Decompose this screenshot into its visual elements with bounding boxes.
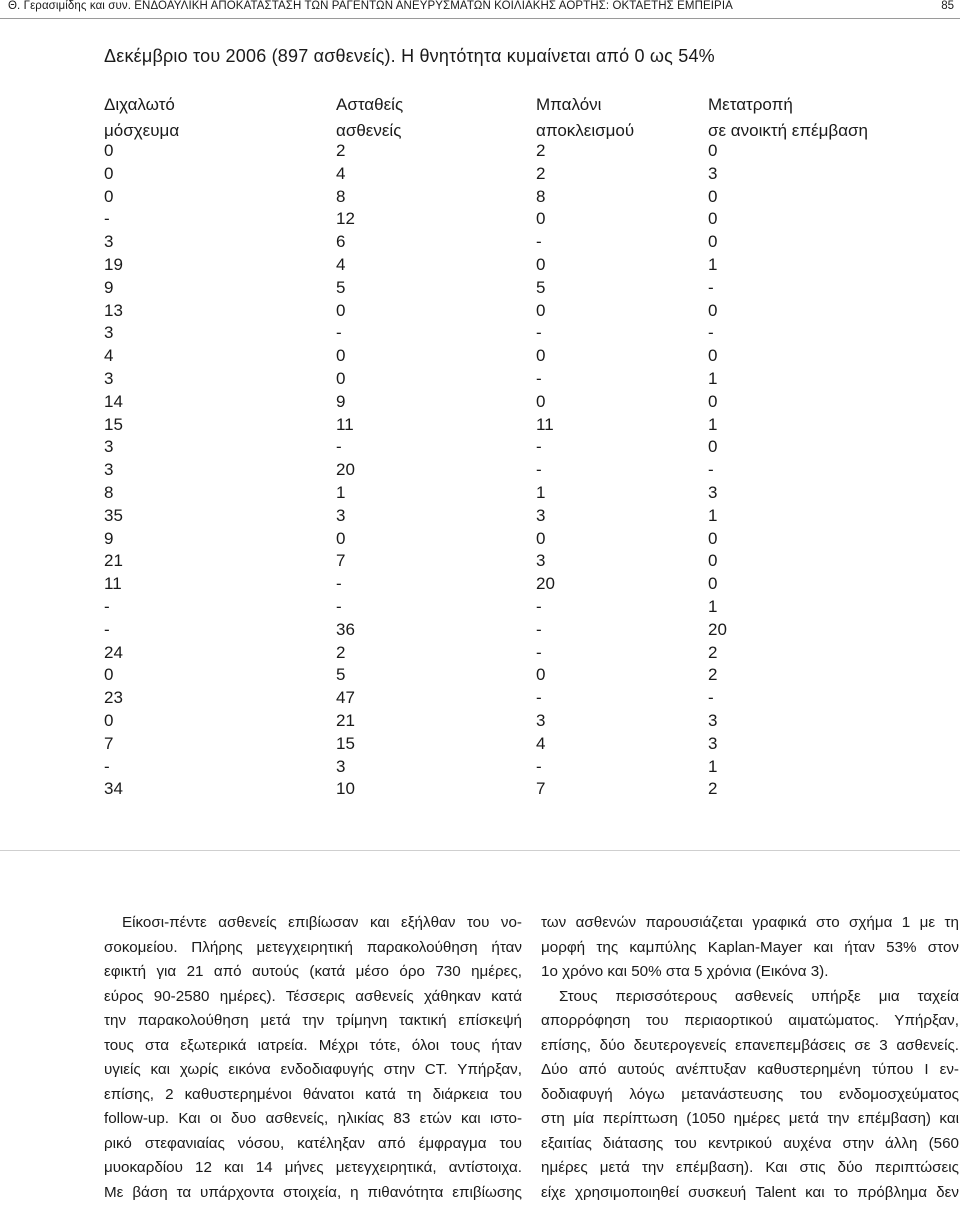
text-line: 1ο χρόνο και 50% στα 5 χρόνια (Εικόνα 3). <box>541 963 829 980</box>
table-cell: - <box>104 619 110 639</box>
table-cell: - <box>104 756 110 776</box>
table-cell: 3 <box>104 232 114 252</box>
text-line: των ασθενών παρουσιάζεται γραφικά στο σχήμα 1 με τη <box>541 914 959 931</box>
table-cell: 0 <box>104 711 114 730</box>
text-line: δοδιαφυγή λόγω μετανάστευσης του ενδομοσχεύματος <box>541 1085 959 1103</box>
table-cell: - <box>104 597 110 616</box>
table-cell: 2 <box>708 642 718 662</box>
text-line: Είκοσι-πέντε ασθενείς επιβίωσαν και εξήλθαν του νο- <box>122 914 522 931</box>
table-cell: 3 <box>104 460 114 480</box>
table-cell: - <box>708 323 714 343</box>
table-cell: 0 <box>708 346 718 366</box>
text-line: την παρακολούθηση μετά την τρίμηνη τακτική επίσκεψή <box>104 1012 522 1029</box>
section-divider <box>0 850 960 851</box>
table-cell: 10 <box>336 779 355 799</box>
table-cell: 0 <box>708 232 718 252</box>
page-number: 85 <box>941 0 954 12</box>
text-line: ρικό στεφανιαίας νόσου, κατέληξαν από έμφραγμα του <box>104 1134 522 1152</box>
table-cell: - <box>536 460 542 480</box>
table-cell: 0 <box>708 551 718 571</box>
table-cell: 2 <box>336 141 346 160</box>
table-cell: 3 <box>708 163 718 183</box>
table-cell: 5 <box>536 277 546 297</box>
table-cell: - <box>708 460 714 480</box>
text-line: τους στα εξωτερικά ιατρεία. Μέχρι τότε, όλοι τους ήταν <box>104 1036 522 1054</box>
text-line: follow-up. Και οι δυο ασθενείς, ηλικίας 83 ετών και ιστο- <box>104 1110 522 1127</box>
table-cell: 1 <box>336 483 346 502</box>
table-cell: 0 <box>536 346 546 366</box>
table-cell: 0 <box>536 528 546 548</box>
table-cell: - <box>536 369 542 388</box>
table-cell: 0 <box>336 528 346 548</box>
table-cell: 0 <box>104 186 114 206</box>
text-line: στη μία περίπτωση (1050 ημέρες μετά την επέμβαση) και <box>541 1110 959 1127</box>
table-cell: 5 <box>336 277 346 297</box>
table-cell: 1 <box>708 255 718 274</box>
table-cell: 7 <box>336 551 346 571</box>
body-text-left-column <box>104 911 522 1205</box>
table-cell: 3 <box>104 323 114 343</box>
table-cell: 8 <box>336 186 346 206</box>
text-line: σοκομείου. Πλήρης μετεγχειρητική παρακολούθηση ήταν <box>104 938 522 956</box>
text-line: είχε χρησιμοποιηθεί συσκευή Talent και το πρόβλημα δεν <box>541 1183 959 1201</box>
table-cell: 11 <box>104 574 122 594</box>
table-cell: 1 <box>536 483 546 502</box>
table-cell: 21 <box>336 711 355 730</box>
table-cell: - <box>708 688 714 708</box>
table-cell: 2 <box>708 779 718 799</box>
table-cell: 9 <box>336 391 346 411</box>
table-cell: 3 <box>536 711 546 730</box>
table-cell: 4 <box>336 163 346 183</box>
table-cell: 2 <box>536 141 546 160</box>
table-cell: - <box>336 323 342 343</box>
text-line: εύρος 90-2580 ημέρες). Τέσσερις ασθενείς χάθηκαν κατά <box>104 987 522 1005</box>
table-cell: 8 <box>104 483 114 502</box>
text-line: Στους περισσότερους ασθενείς υπήρξε μια ταχεία <box>559 987 959 1005</box>
table-cell: - <box>536 688 542 708</box>
table-cell: - <box>336 437 342 457</box>
text-line: μορφή της καμπύλης Kaplan-Mayer και ήταν 53% στον <box>541 938 959 956</box>
table-cell: 0 <box>104 665 114 685</box>
table-cell: 3 <box>536 505 546 525</box>
table-cell: 9 <box>104 277 114 297</box>
table-cell: 0 <box>336 369 346 388</box>
running-header <box>0 0 960 19</box>
table-cell: 19 <box>104 255 123 274</box>
table-cell: - <box>536 642 542 662</box>
table-cell: 14 <box>104 391 123 411</box>
table-cell: 20 <box>336 460 355 480</box>
table-cell: 47 <box>336 688 355 708</box>
table-cell: 4 <box>536 733 546 753</box>
table-cell: - <box>536 232 542 252</box>
table-cell: 15 <box>104 414 123 434</box>
text-line: επίσης, 2 καθυστερημένοι θάνατοι κατά τη διάρκεια του <box>104 1085 522 1103</box>
table-cell: 0 <box>536 391 546 411</box>
table-cell: - <box>536 619 542 639</box>
table-cell: 0 <box>708 437 718 457</box>
table-cell: 21 <box>104 551 123 571</box>
table-cell: - <box>536 756 542 776</box>
table-cell: - <box>104 209 110 229</box>
table-cell: - <box>536 437 542 457</box>
table-cell: 3 <box>104 369 114 388</box>
table-cell: 20 <box>708 619 727 639</box>
table-cell: 6 <box>336 232 346 252</box>
table-cell: 3 <box>708 711 718 730</box>
table-cell: 1 <box>708 756 718 776</box>
text-line: Δύο από αυτούς ανέπτυξαν καθυστερημένη τύπου I εν- <box>541 1061 959 1078</box>
running-title: Θ. Γερασιμίδης και συν. ΕΝΔΟΑΥΛΙΚΗ ΑΠΟΚΑΤΑΣΤΑΣΗ ΤΩΝ ΡΑΓΕΝΤΩΝ ΑΝΕΥΡΥΣΜΑΤΩΝ ΚΟΙΛΙΑΚΗΣ ΑΟΡΤΗΣ: ΟΚΤΑΕΤΗΣ ΕΜΠΕΙΡΙΑ <box>8 0 733 12</box>
column-header-bifurcated-graft: Διχαλωτό μόσχευμα <box>104 95 180 140</box>
text-line: εφικτή για 21 από αυτούς (κατά μέσο όρο 730 ημέρες, <box>104 963 522 980</box>
table-cell: 0 <box>104 141 114 160</box>
table-cell: 15 <box>336 733 355 753</box>
table-cell: 1 <box>708 597 718 616</box>
table-cell: 0 <box>708 209 718 229</box>
table-cell: 20 <box>536 574 555 594</box>
table-cell: 0 <box>708 300 718 320</box>
table-cell: 0 <box>536 300 546 320</box>
table-cell: 11 <box>536 414 554 434</box>
column-header-unstable-patients: Ασταθείς ασθενείς <box>336 95 404 140</box>
table-cell: 3 <box>336 756 346 776</box>
text-line: υγιείς και χωρίς εικόνα ενδοδιαφυγής στην CT. Υπήρξαν, <box>104 1061 522 1078</box>
text-line: εξαιτίας διάτασης του κεντρικού αυχένα στην άλλη (560 <box>541 1134 959 1152</box>
table-cell: 3 <box>708 733 718 753</box>
text-line: ημέρες μετά την επέμβαση). Και στις δύο περιπτώσεις <box>541 1159 959 1176</box>
table-cell: 1 <box>708 369 718 388</box>
table-cell: 0 <box>708 391 718 411</box>
column-header-open-conversion: Μετατροπή σε ανοικτή επέμβαση <box>708 95 868 140</box>
table-cell: - <box>336 597 342 616</box>
table-cell: 0 <box>536 209 546 229</box>
table-cell: 0 <box>708 141 718 160</box>
body-text-right-column <box>541 911 959 1205</box>
table-cell: 34 <box>104 779 123 799</box>
table-cell: 7 <box>536 779 546 799</box>
table-cell: 11 <box>336 414 354 434</box>
table-cell: 23 <box>104 688 123 708</box>
text-line: Με βάση τα υπάρχοντα στοιχεία, η πιθανότητα επιβίωσης <box>104 1183 522 1201</box>
table-cell: 9 <box>104 528 114 548</box>
table-cell: 12 <box>336 209 355 229</box>
table-cell: - <box>536 323 542 343</box>
table-cell: 5 <box>336 665 346 685</box>
table-cell: 2 <box>336 642 346 662</box>
table-cell: 35 <box>104 505 123 525</box>
table-cell: 4 <box>104 346 114 366</box>
table-caption: Δεκέμβριο του 2006 (897 ασθενείς). Η θνητότητα κυμαίνεται από 0 ως 54% <box>104 46 715 66</box>
table-cell: 0 <box>104 163 114 183</box>
table-cell: 1 <box>708 505 718 525</box>
table-cell: 13 <box>104 300 123 320</box>
table-cell: 0 <box>336 300 346 320</box>
column-header-occlusion-balloon: Μπαλόνι αποκλεισμού <box>536 95 635 140</box>
table-cell: 1 <box>708 414 718 434</box>
table-cell: 0 <box>536 255 546 274</box>
table-cell: 4 <box>336 255 346 274</box>
table-cell: 7 <box>104 733 114 753</box>
text-line: μυοκαρδίου 12 και 14 μήνες μετεγχειρητικά, αντίστοιχα. <box>104 1159 522 1176</box>
table-cell: - <box>708 277 714 297</box>
table-cell: 0 <box>708 186 718 206</box>
table-cell: 0 <box>536 665 546 685</box>
table-cell: 0 <box>708 574 718 594</box>
table-cell: 2 <box>708 665 718 685</box>
table-cell: 0 <box>708 528 718 548</box>
table-cell: 24 <box>104 642 123 662</box>
table-cell: 3 <box>336 505 346 525</box>
table-cell: 36 <box>336 619 355 639</box>
table-cell: 3 <box>708 483 718 502</box>
table-cell: - <box>336 574 342 594</box>
table-cell: 0 <box>336 346 346 366</box>
text-line: επίσης, δύο δευτερογενείς επανεπεμβάσεις σε 3 ασθενείς. <box>541 1036 959 1054</box>
table-cell: 8 <box>536 186 546 206</box>
text-line: απορρόφηση του περιαορτικού αιματώματος. Υπήρξαν, <box>541 1012 959 1029</box>
table-cell: 3 <box>536 551 546 571</box>
table-cell: 2 <box>536 163 546 183</box>
table-cell: - <box>536 597 542 616</box>
table-cell: 3 <box>104 437 114 457</box>
